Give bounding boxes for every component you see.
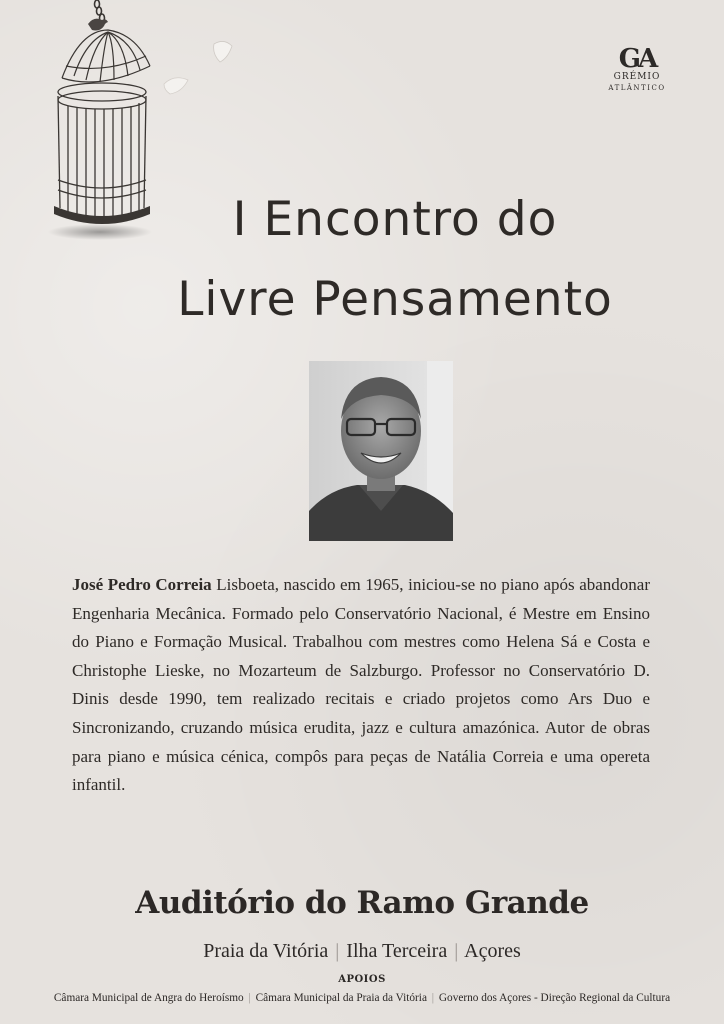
logo-mark: GA — [618, 44, 656, 74]
speaker-name: José Pedro Correia — [72, 575, 212, 594]
event-title-line1: I Encontro do — [232, 192, 558, 247]
sponsors-list — [0, 992, 724, 1004]
separator: | — [248, 992, 251, 1004]
sponsor-item: Câmara Municipal da Praia da Vitória — [255, 992, 427, 1004]
venue-location — [0, 940, 724, 963]
location-island: Ilha Terceira — [346, 940, 448, 962]
petal-icon — [210, 38, 236, 66]
bio-paragraph — [72, 571, 650, 800]
portrait-photo — [309, 361, 453, 541]
location-region: Açores — [464, 940, 521, 962]
sponsor-item: Câmara Municipal de Angra do Heroísmo — [53, 992, 244, 1004]
logo-line2: ATLÂNTICO — [608, 84, 666, 92]
separator: | — [431, 992, 435, 1004]
apoios-label: APOIOS — [338, 974, 386, 985]
sponsor-item: Governo dos Açores - Direção Regional da Cultura — [438, 992, 671, 1004]
event-title-line2: Livre Pensamento — [177, 272, 613, 327]
venue-name: Auditório do Ramo Grande — [135, 885, 589, 921]
location-city: Praia da Vitória — [203, 940, 329, 962]
bio-text: Lisboeta, nascido em 1965, iniciou-se no piano após abandonar Engenharia Mecânica. Formado pelo Conservatório Nacional, é Mestre em Ensino do Piano e Formação Musical. Trabalhou com mestres como Helena Sá e Costa e Christophe Lieske, no Mozarteum de Salzburgo. Professor no Conservatório D. Dinis desde 1990, tem realizado recitais e criado projetos como Ars Duo e Sincronizando, cruzando música erudita, jazz e cultura amazónica. Autor de obras para piano e música cénica, compôs para peças de Natália Correia e uma opereta infantil. — [72, 575, 650, 795]
petal-icon — [162, 74, 190, 96]
gremio-atlantico-logo — [604, 46, 670, 94]
separator: | — [335, 940, 340, 962]
separator: | — [454, 940, 459, 962]
logo-line1: GRÉMIO — [613, 72, 661, 82]
bird-icon — [88, 19, 108, 31]
